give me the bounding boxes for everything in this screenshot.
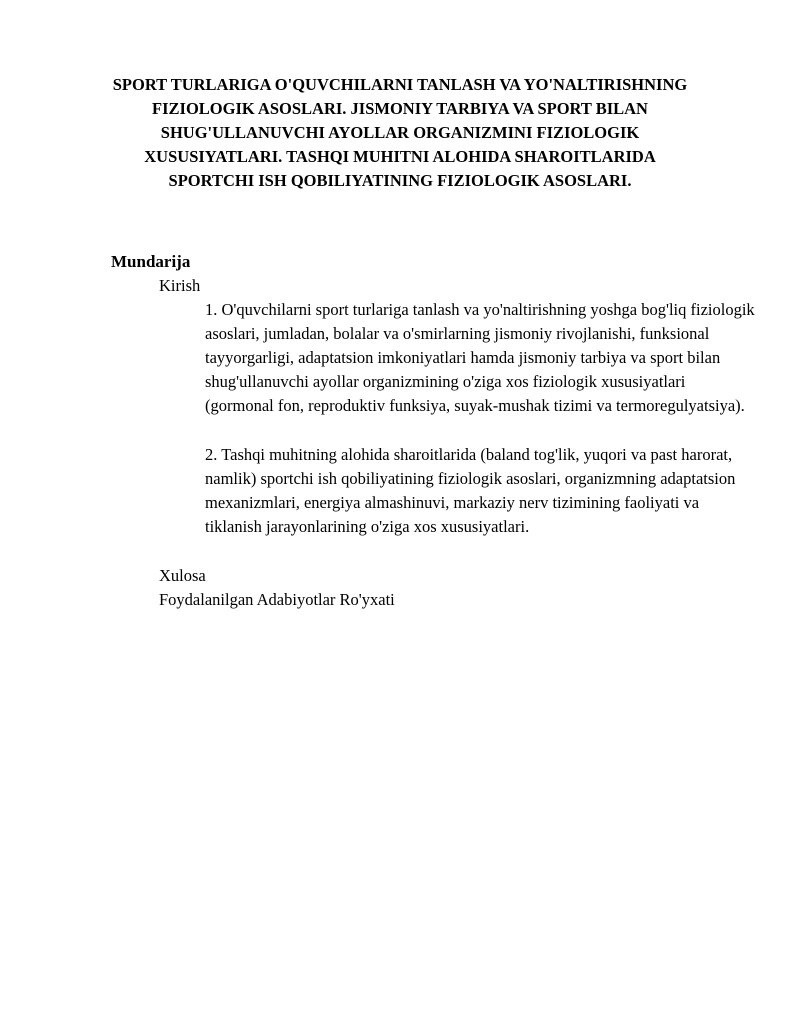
toc-item-section-1: 1. O'quvchilarni sport turlariga tanlash va yo'naltirishning yoshga bog'liq fiziologik asoslari, jumladan, bolalar va o'smirlarning jismoniy rivojlanishi, funksional tayyorgarligi, adaptatsion imkoniyatlari hamda jismoniy tarbiya va sport bilan shug'ullanuvchi ayollar organizmining o'ziga xos fiziologik xususiyatlari (gormonal fon, reproduktiv funksiya, suyak-mushak tizimi va termoregulyatsiya). <box>205 300 755 415</box>
document-title: SPORT TURLARIGA O'QUVCHILARNI TANLASH VA YO'NALTIRISHNING FIZIOLOGIK ASOSLARI. JISMONIY TARBIYA VA SPORT BILAN SHUG'ULLANUVCHI AYOLLAR ORGANIZMINI FIZIOLOGIK XUSUSIYATLARI. TASHQI MUHITNI ALOHIDA SHAROITLARIDA SPORTCHI ISH QOBILIYATINING FIZIOLOGIK ASOSLARI. <box>112 75 688 190</box>
toc-item-intro: Kirish <box>159 276 201 295</box>
toc-item-section-2: 2. Tashqi muhitning alohida sharoitlarida (baland tog'lik, yuqori va past harorat, namlik) sportchi ish qobiliyatining fiziologik asoslari, organizmning adaptatsion mexanizmlari, energiya almashinuvi, markaziy nerv tizimining faoliyati va tiklanish jarayonlarining o'ziga xos xususiyatlari. <box>205 445 736 536</box>
toc-item-conclusion: Xulosa <box>159 566 206 585</box>
toc-item-references: Foydalanilgan Adabiyotlar Ro'yxati <box>159 590 395 609</box>
toc-heading: Mundarija <box>111 252 191 271</box>
